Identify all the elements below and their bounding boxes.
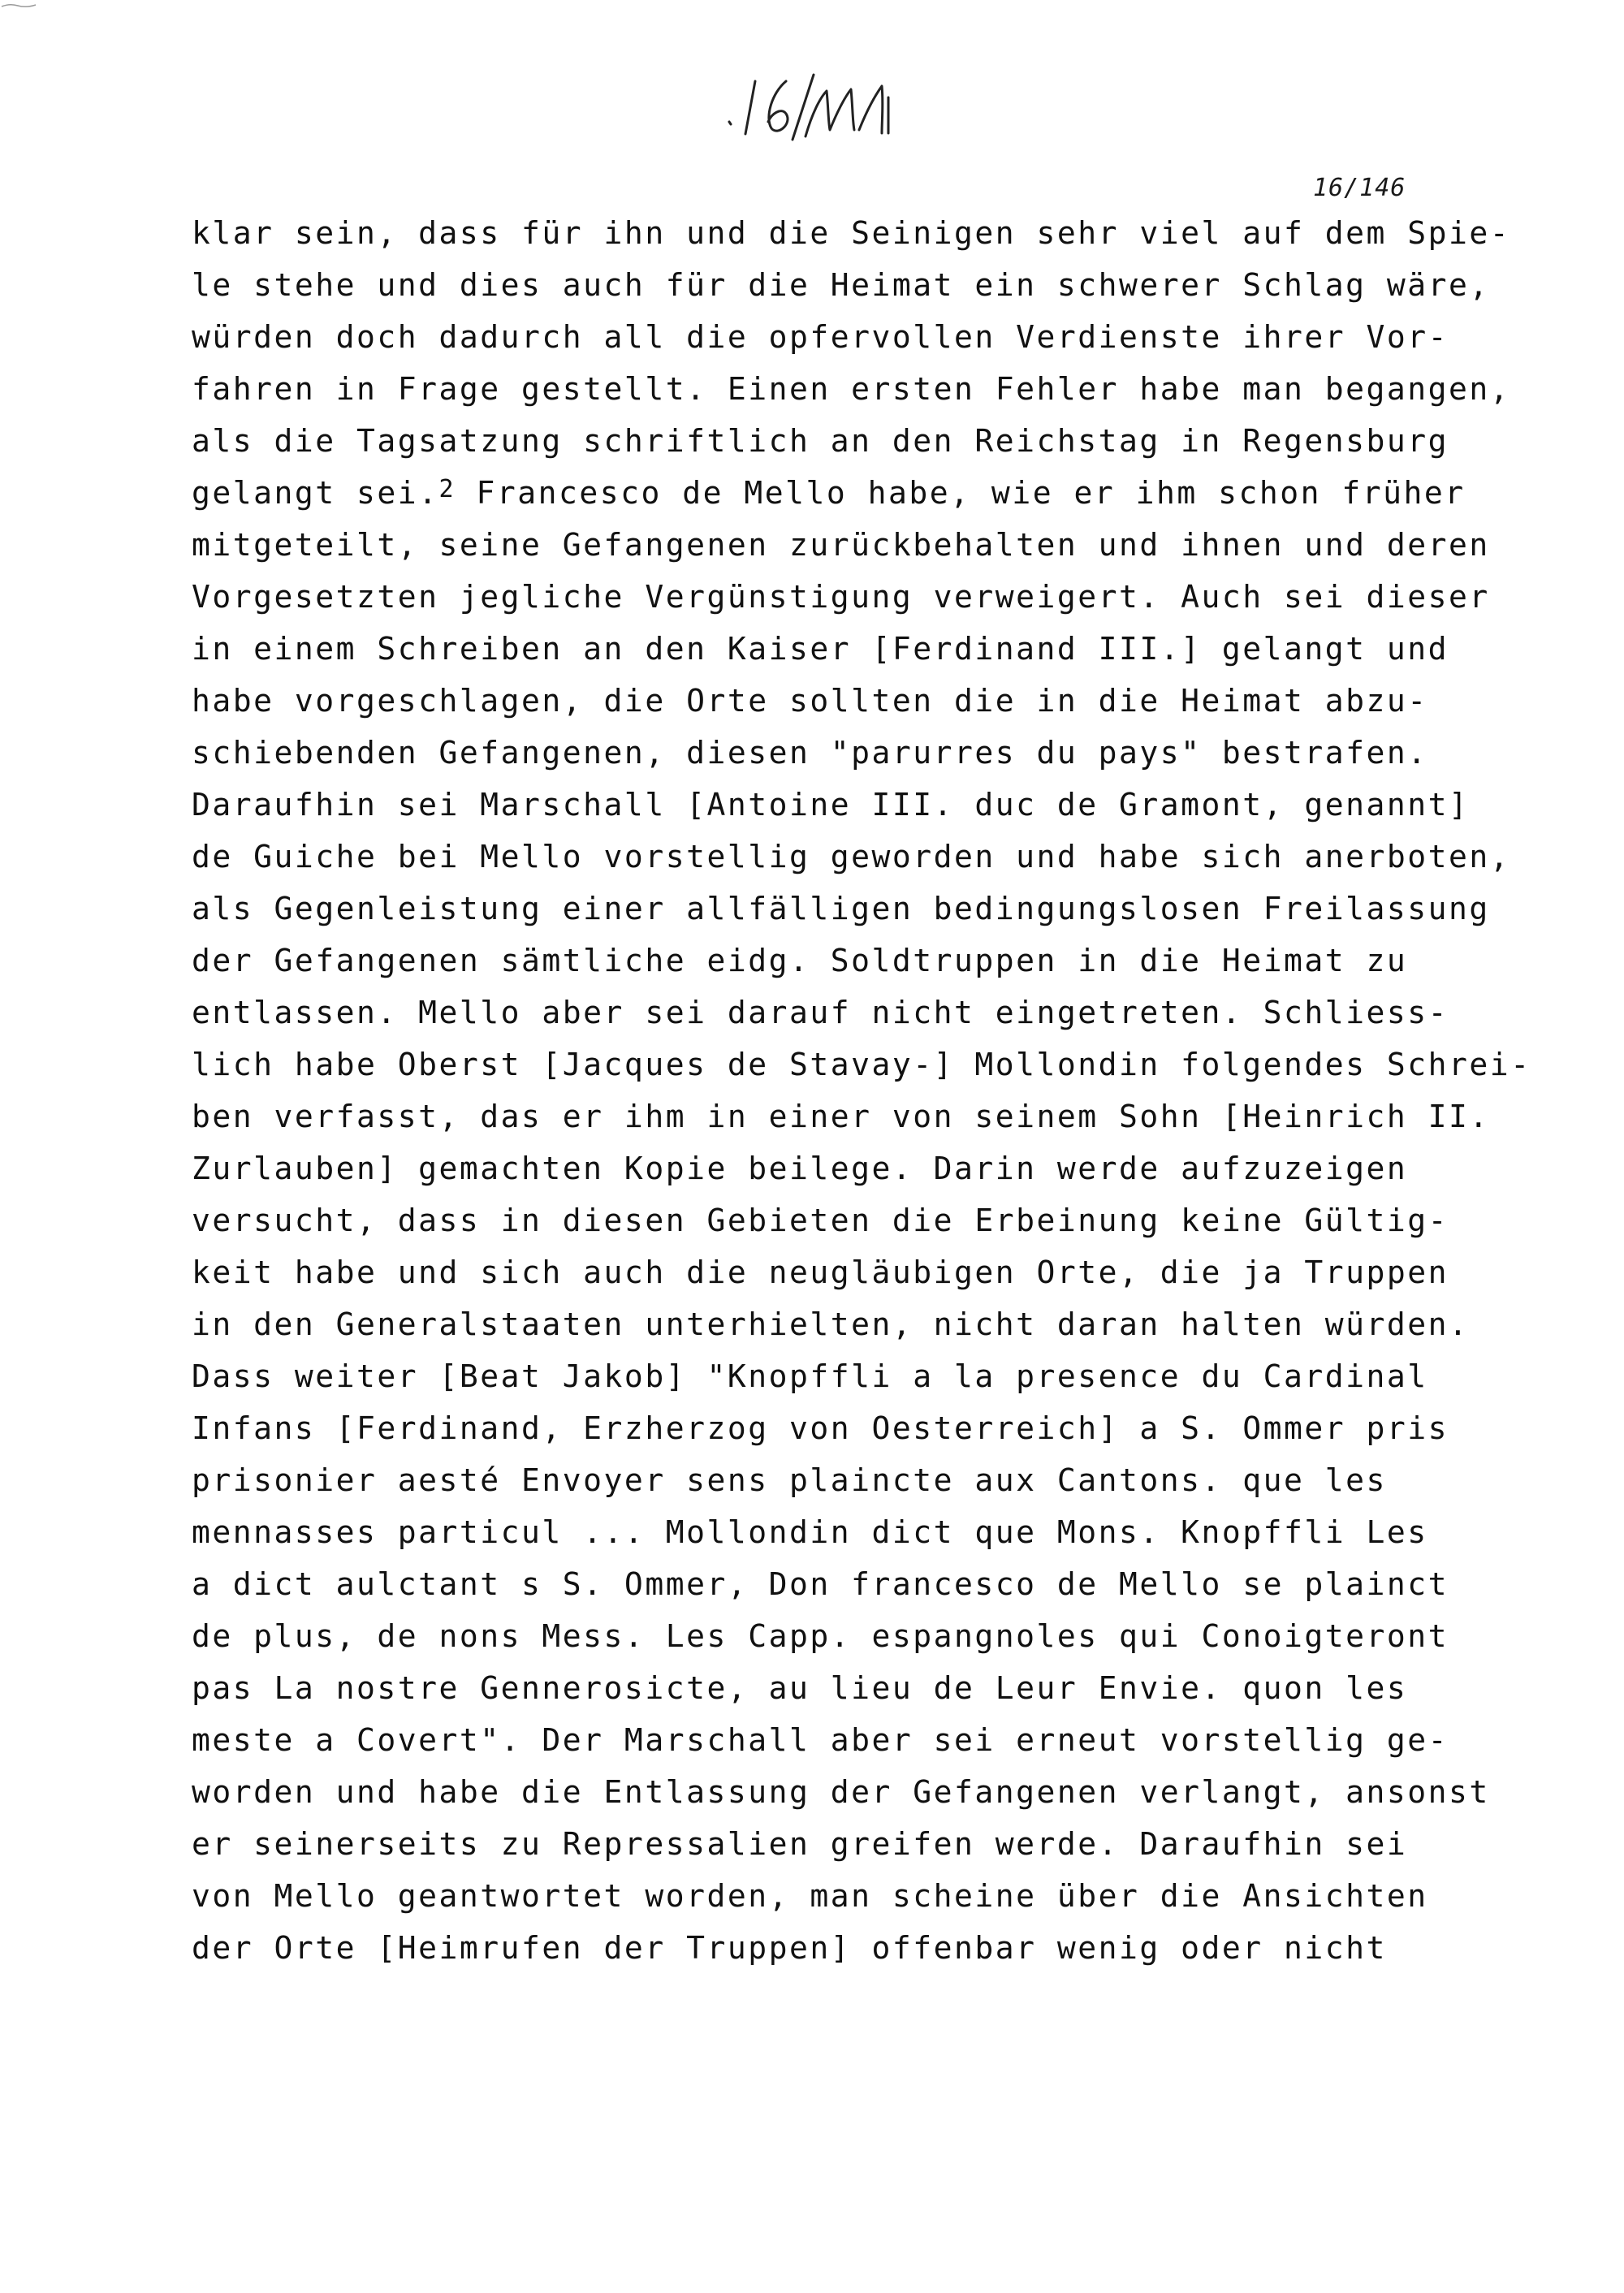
text-line: Infans [Ferdinand, Erzherzog von Oesterreich] a S. Ommer pris: [192, 1410, 1449, 1446]
text-line: meste a Covert". Der Marschall aber sei erneut vorstellig ge-: [192, 1722, 1449, 1758]
text-line: entlassen. Mello aber sei darauf nicht eingetreten. Schliess-: [192, 995, 1449, 1030]
text-line: Vorgesetzten jegliche Vergünstigung verweigert. Auch sei dieser: [192, 579, 1490, 615]
text-line: schiebenden Gefangenen, diesen "parurres du pays" bestrafen.: [192, 735, 1428, 771]
text-line: als Gegenleistung einer allfälligen bedingungslosen Freilassung: [192, 891, 1490, 926]
footnote-marker: 2: [438, 475, 456, 503]
text-line: versucht, dass in diesen Gebieten die Erbeinung keine Gültig-: [192, 1203, 1449, 1238]
text-line: in einem Schreiben an den Kaiser [Ferdinand III.] gelangt und: [192, 631, 1449, 667]
text-line: habe vorgeschlagen, die Orte sollten die in die Heimat abzu-: [192, 683, 1428, 719]
text-line: würden doch dadurch all die opfervollen Verdienste ihrer Vor-: [192, 319, 1449, 355]
handwritten-annotation: [715, 49, 918, 146]
text-line: der Gefangenen sämtliche eidg. Soldtruppen in die Heimat zu: [192, 943, 1408, 978]
text-line: a dict aulctant s S. Ommer, Don francesco de Mello se plainct: [192, 1566, 1449, 1602]
text-line: klar sein, dass für ihn und die Seinigen sehr viel auf dem Spie-: [192, 215, 1511, 251]
text-line: der Orte [Heimrufen der Truppen] offenbar wenig oder nicht: [192, 1930, 1387, 1966]
handwritten-signature-image: [715, 49, 918, 146]
text-line: in den Generalstaaten unterhielten, nicht daran halten würden.: [192, 1306, 1470, 1342]
text-segment: Francesco de Mello habe, wie er ihm schon früher: [456, 475, 1466, 511]
text-line: fahren in Frage gestellt. Einen ersten Fehler habe man begangen,: [192, 371, 1511, 407]
text-line: Dass weiter [Beat Jakob] "Knopffli a la presence du Cardinal: [192, 1358, 1428, 1394]
text-line: le stehe und dies auch für die Heimat ein schwerer Schlag wäre,: [192, 267, 1490, 303]
text-line-with-footnote: [192, 475, 1466, 511]
text-line: er seinerseits zu Repressalien greifen werde. Daraufhin sei: [192, 1826, 1408, 1862]
text-line: Zurlauben] gemachten Kopie beilege. Darin werde aufzuzeigen: [192, 1151, 1408, 1186]
text-line: de Guiche bei Mello vorstellig geworden und habe sich anerboten,: [192, 839, 1511, 874]
text-line: von Mello geantwortet worden, man scheine über die Ansichten: [192, 1878, 1428, 1914]
text-line: lich habe Oberst [Jacques de Stavay-] Mollondin folgendes Schrei-: [192, 1047, 1531, 1082]
text-line: als die Tagsatzung schriftlich an den Reichstag in Regensburg: [192, 423, 1449, 459]
page-number: 16/146: [1313, 174, 1406, 202]
text-line: pas La nostre Gennerosicte, au lieu de Leur Envie. quon les: [192, 1670, 1408, 1706]
text-line: prisonier aesté Envoyer sens plaincte aux Cantons. que les: [192, 1462, 1387, 1498]
text-line: keit habe und sich auch die neugläubigen Orte, die ja Truppen: [192, 1254, 1449, 1290]
text-line: mitgeteilt, seine Gefangenen zurückbehalten und ihnen und deren: [192, 527, 1490, 563]
text-line: worden und habe die Entlassung der Gefangenen verlangt, ansonst: [192, 1774, 1490, 1810]
text-line: mennasses particul ... Mollondin dict que Mons. Knopffli Les: [192, 1514, 1428, 1550]
text-line: ben verfasst, das er ihm in einer von seinem Sohn [Heinrich II.: [192, 1099, 1490, 1134]
scan-corner-mark: [0, 0, 49, 11]
text-line: de plus, de nons Mess. Les Capp. espangnoles qui Conoigteront: [192, 1618, 1449, 1654]
text-segment: gelangt sei.: [192, 475, 439, 511]
text-line: Daraufhin sei Marschall [Antoine III. duc de Gramont, genannt]: [192, 787, 1470, 823]
